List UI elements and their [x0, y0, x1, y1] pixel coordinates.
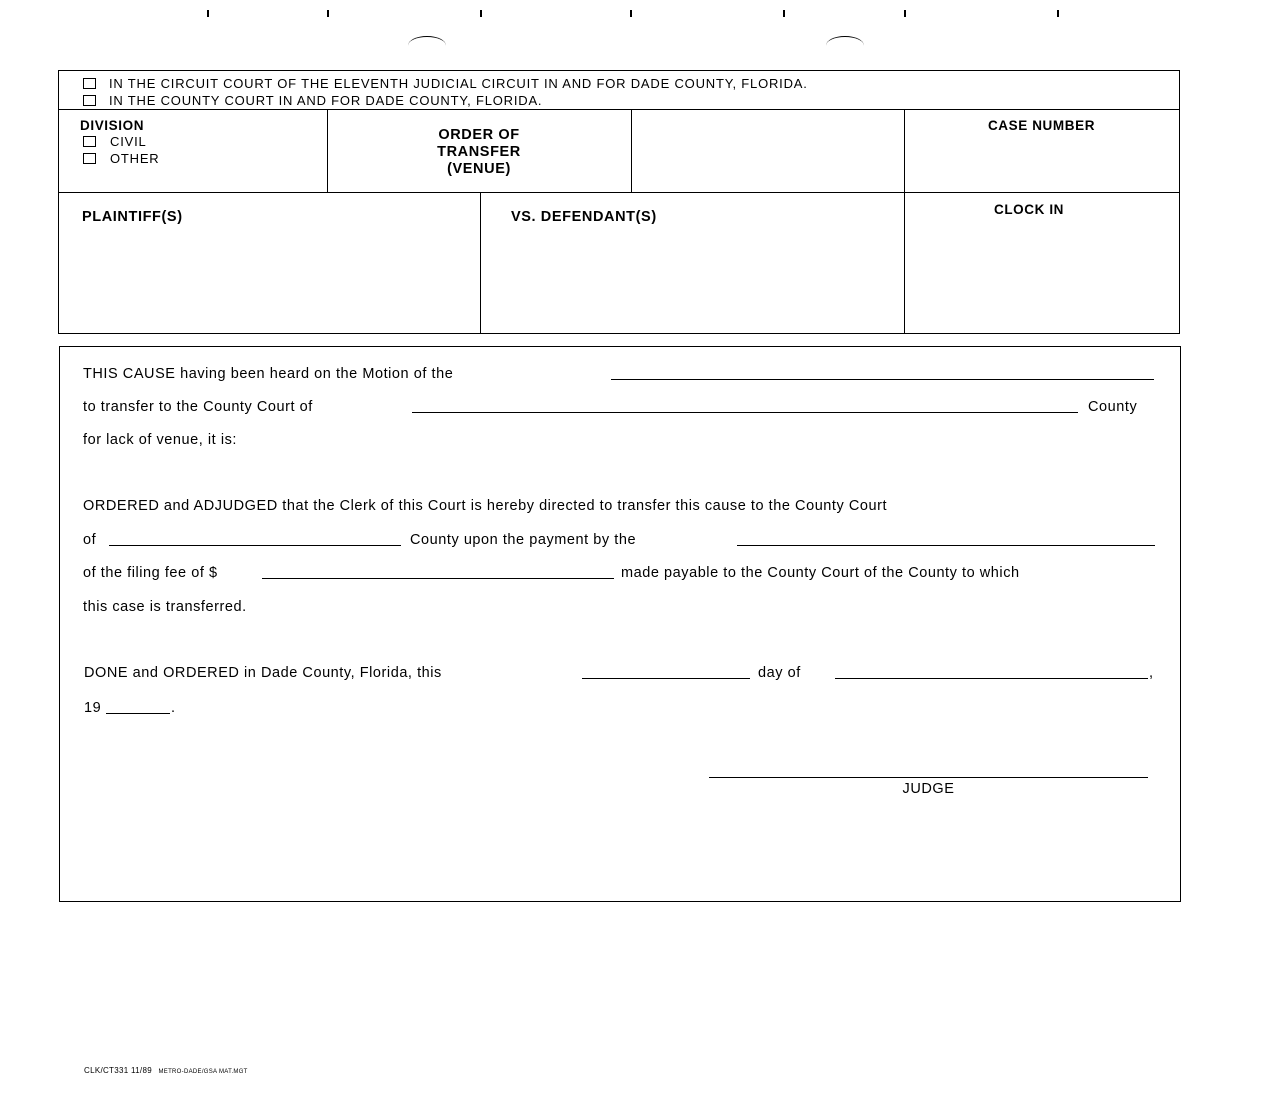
order-text: ORDERED and ADJUDGED that the Clerk of this Court is hereby directed to transfer this cause to the County Court [83, 498, 888, 514]
order-text: this case is transferred. [83, 599, 247, 615]
division-option-label: CIVIL [110, 134, 147, 149]
payer-blank[interactable] [737, 545, 1155, 546]
court-option-circuit[interactable] [83, 76, 808, 91]
court-option-county[interactable] [83, 93, 542, 108]
divider [480, 192, 481, 333]
judge-label: JUDGE [902, 781, 955, 797]
checkbox-circuit-court[interactable] [83, 78, 96, 89]
defendant-label: VS. DEFENDANT(S) [511, 209, 657, 225]
form-id: CLK/CT331 11/89 [84, 1066, 152, 1075]
form-title-line: TRANSFER [437, 144, 521, 160]
day-blank[interactable] [582, 678, 750, 679]
order-text: . [171, 700, 176, 716]
order-text: to transfer to the County Court of [83, 399, 313, 415]
transfer-county-blank[interactable] [109, 545, 401, 546]
punch-mark [480, 10, 482, 17]
division-label: DIVISION [80, 118, 145, 133]
form-title [327, 127, 631, 178]
punch-mark [1057, 10, 1059, 17]
order-body-box [59, 346, 1181, 902]
punch-mark [207, 10, 209, 17]
order-text: County [1088, 399, 1138, 415]
order-text: day of [758, 665, 801, 681]
order-text: THIS CAUSE having been heard on the Motion of the [83, 366, 454, 382]
order-text: County upon the payment by the [410, 532, 637, 548]
punch-arc [408, 36, 446, 55]
year-blank[interactable] [106, 713, 170, 714]
punch-arc [826, 36, 864, 55]
order-text: for lack of venue, it is: [83, 432, 237, 448]
case-number-label: CASE NUMBER [987, 118, 1096, 133]
checkbox-other[interactable] [83, 153, 96, 164]
order-text: , [1149, 665, 1154, 681]
case-header-box [58, 70, 1180, 334]
punch-mark [630, 10, 632, 17]
form-footer [84, 1066, 248, 1075]
form-title-line: ORDER OF [438, 127, 520, 143]
order-text: of [83, 532, 97, 548]
order-text: 19 [84, 700, 102, 716]
printer-credit: METRO-DADE/GSA MAT.MGT [158, 1069, 248, 1075]
punch-mark [904, 10, 906, 17]
order-text: made payable to the County Court of the County to which [621, 565, 1020, 581]
divider [631, 109, 632, 192]
divider [904, 109, 905, 333]
punch-mark [327, 10, 329, 17]
order-text: DONE and ORDERED in Dade County, Florida, this [84, 665, 442, 681]
checkbox-civil[interactable] [83, 136, 96, 147]
divider [59, 192, 1179, 193]
month-blank[interactable] [835, 678, 1148, 679]
filing-fee-blank[interactable] [262, 578, 614, 579]
division-option-other[interactable] [83, 151, 160, 166]
punch-mark [783, 10, 785, 17]
plaintiff-label: PLAINTIFF(S) [82, 209, 183, 225]
judge-signature-line[interactable] [709, 777, 1148, 778]
form-title-line: (VENUE) [447, 161, 511, 177]
division-option-label: OTHER [110, 151, 160, 166]
checkbox-county-court[interactable] [83, 95, 96, 106]
division-option-civil[interactable] [83, 134, 147, 149]
order-text: of the filing fee of $ [83, 565, 218, 581]
court-option-label: IN THE CIRCUIT COURT OF THE ELEVENTH JUDICIAL CIRCUIT IN AND FOR DADE COUNTY, FLORIDA. [109, 76, 808, 91]
movant-blank[interactable] [611, 379, 1154, 380]
divider [59, 109, 1179, 110]
court-option-label: IN THE COUNTY COURT IN AND FOR DADE COUNTY, FLORIDA. [109, 93, 543, 108]
county-court-blank[interactable] [412, 412, 1078, 413]
clock-in-label: CLOCK IN [993, 202, 1065, 217]
